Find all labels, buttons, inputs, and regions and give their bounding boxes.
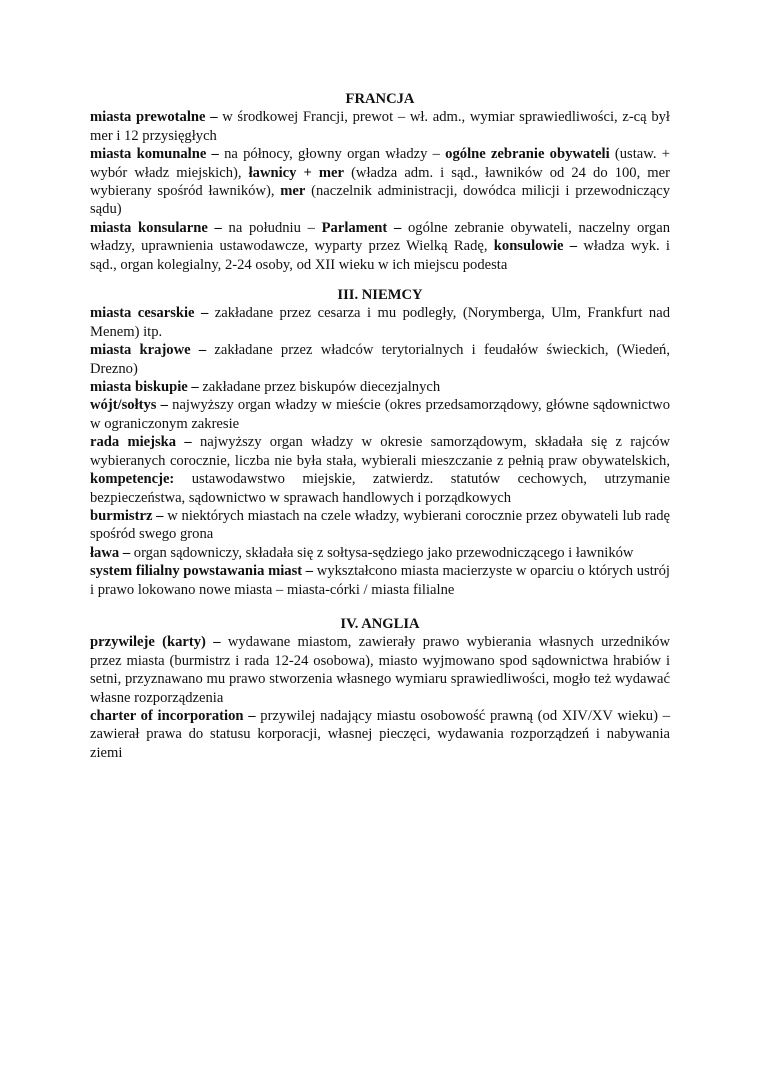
term: mer (280, 183, 306, 200)
term: ogólne zebranie obywateli (445, 146, 610, 163)
entry-system-filialny (90, 562, 670, 599)
entry-wojt-soltys (90, 396, 670, 433)
term: przywileje (karty) – (90, 634, 228, 651)
definition: najwyższy organ władzy w mieście (okres przedsamorządowy, główne sądownictwo w ograniczonym zakresie (90, 397, 670, 432)
term: charter of incorporation – (90, 707, 261, 724)
entry-miasta-prewotalne (90, 108, 670, 145)
section-title-niemcy: III. NIEMCY (337, 287, 423, 304)
term: miasta konsularne – (90, 219, 229, 236)
section-spacer (90, 599, 670, 615)
definition: organ sądowniczy, składała się z sołtysa-sędziego jako przewodniczącego i ławników (133, 544, 634, 561)
definition: najwyższy organ władzy w okresie samorządowym, składała się z rajców wybieranych corocznie, liczba nie była stała, wybierali mieszczanie z pełnią praw obywatelskich, (90, 434, 670, 469)
section-title-anglia: IV. ANGLIA (340, 615, 420, 632)
definition: na południu – (228, 219, 322, 236)
entry-rada-miejska (90, 433, 670, 507)
term: burmistrz – (90, 507, 168, 524)
entry-miasta-cesarskie (90, 304, 670, 341)
definition: w środkowej Francji, prewot – wł. adm., wymiar sprawiedliwości, z-cą był mer i 12 przysięgłych (90, 109, 670, 144)
term: Parlament – (321, 219, 408, 236)
term: rada miejska – (90, 434, 200, 451)
definition: w niektórych miastach na czele władzy, wybierani corocznie przez obywateli lub radę spośród swego grona (90, 507, 671, 543)
entry-miasta-komunalne (90, 145, 670, 219)
entry-charter-of-incorporation (90, 707, 670, 762)
definition: przywilej nadający miastu osobowość prawną (od XIV/XV wieku) – zawierał prawa do statusu korporacji, własnej pieczęci, wydawania rozporządzeń i nabywania ziemi (90, 707, 670, 761)
definition: ustawodawstwo miejskie, zatwierdz. statutów cechowych, utrzymanie bezpieczeństwa, sądownictwo w sprawach handlowych i porządkowych (90, 471, 670, 506)
entry-miasta-konsularne (90, 219, 670, 274)
section-title-francja: FRANCJA (345, 91, 415, 107)
term: miasta krajowe – (90, 342, 215, 359)
entry-miasta-krajowe (90, 341, 670, 378)
section-spacer (90, 274, 670, 286)
term: kompetencje: (90, 471, 175, 488)
term: ława – (90, 544, 134, 561)
term: miasta biskupie – (90, 379, 203, 396)
entry-miasta-biskupie (90, 378, 670, 396)
definition: na północy, głowny organ władzy – (224, 146, 446, 163)
definition: zakładane przez cesarza i mu podległy, (Norymberga, Ulm, Frankfurt nad Menem) itp. (90, 305, 670, 340)
definition: (ustaw. + wybór władz miejskich), (90, 146, 670, 181)
definition: zakładane przez biskupów diecezjalnych (202, 379, 441, 396)
term: ławnicy + mer (248, 164, 344, 181)
definition: wydawane miastom, zawierały prawo wybierania własnych urzedników przez miasta (burmistrz i rada 12-24 osobowa), miasto wyjmowano spod sądownictwa hrabiów i setni, przyznawano mu prawo stworzenia własnego wymiaru sprawiedliwości, mogło też wydawać własne rozporządzenia (90, 634, 671, 706)
definition: władza wyk. i sąd., organ kolegialny, 2-24 osoby, od XII wieku w ich miejscu podesta (90, 238, 670, 273)
entry-przywileje (90, 633, 670, 707)
definition: (naczelnik administracji, dowódca milicji i przewodniczący sądu) (90, 183, 671, 218)
term: system filialny powstawania miast – (90, 563, 317, 580)
entry-burmistrz (90, 507, 670, 544)
definition: (władza adm. i sąd., ławników od 24 do 100, mer wybierany spośród ławników), (90, 164, 670, 200)
definition: ogólne zebranie obywateli, naczelny organ władzy, uprawnienia ustawodawcze, wyparty przez Wielką Radę, (90, 219, 670, 255)
term: miasta komunalne – (90, 146, 225, 163)
term: konsulowie – (493, 238, 584, 255)
term: miasta prewotalne – (90, 109, 223, 126)
term: miasta cesarskie – (90, 305, 215, 322)
definition: zakładane przez władców terytorialnych i feudałów świeckich, (Wiedeń, Drezno) (90, 342, 670, 377)
term: wójt/sołtys – (90, 397, 173, 414)
definition: wykształcono miasta macierzyste w oparciu o których ustrój i prawo lokowano nowe miasta – miasta-córki / miasta filialne (90, 563, 670, 598)
entry-lawa (90, 544, 670, 562)
document-page (90, 90, 670, 762)
